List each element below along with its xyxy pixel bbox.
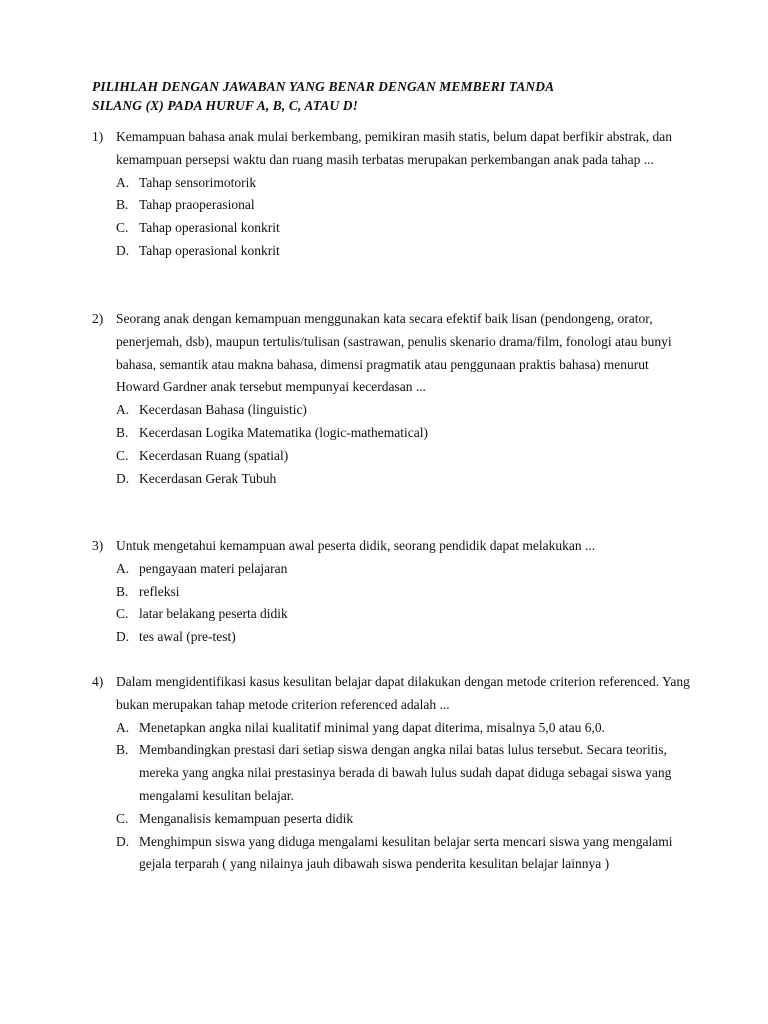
question-stem	[92, 671, 692, 717]
option-c[interactable]	[92, 808, 692, 831]
question-2	[92, 308, 692, 490]
option-d[interactable]	[92, 468, 692, 491]
option-list	[92, 558, 692, 649]
option-b[interactable]	[92, 194, 692, 217]
option-text: Menganalisis kemampuan peserta didik	[139, 810, 354, 826]
option-text: Tahap praoperasional	[139, 197, 255, 213]
question-text: Seorang anak dengan kemampuan menggunakan kata secara efektif baik lisan (pendongeng, orator, penerjemah, dsb), maupun tertulis/tulisan (sastrawan, penulis skenario drama/film, fonologi atau bunyi bahasa, semantik atau makna bahasa, dimensi pragmatik atau penggunaan praktis bahasa) menurut Howard Gardner anak tersebut mempunyai kecerdasan ...	[116, 311, 672, 395]
question-4	[92, 671, 692, 876]
question-1	[92, 126, 692, 263]
option-text: Menghimpun siswa yang diduga mengalami kesulitan belajar serta mencari siswa yang mengalami gejala terparah ( yang nilainya jauh dibawah siswa penderita kesulitan belajar lainnya )	[139, 833, 673, 872]
option-letter: D.	[116, 833, 130, 849]
option-text: Tahap operasional konkrit	[139, 242, 280, 258]
option-letter: A.	[116, 719, 130, 735]
option-letter: A.	[116, 174, 130, 190]
option-letter: C.	[116, 606, 129, 622]
option-a[interactable]	[92, 558, 692, 581]
option-a[interactable]	[92, 172, 692, 195]
option-letter: B.	[116, 742, 129, 758]
question-text: Kemampuan bahasa anak mulai berkembang, pemikiran masih statis, belum dapat berfikir abstrak, dan kemampuan persepsi waktu dan ruang masih terbatas merupakan perkembangan anak pada tahap ...	[116, 129, 672, 167]
option-d[interactable]	[92, 240, 692, 263]
option-c[interactable]	[92, 603, 692, 626]
question-3	[92, 535, 692, 649]
question-number: 3)	[92, 538, 104, 553]
option-letter: B.	[116, 424, 129, 440]
instructions-line-1: PILIHLAH DENGAN JAWABAN YANG BENAR DENGAN MEMBERI TANDA	[92, 79, 555, 94]
option-letter: A.	[116, 402, 130, 418]
option-d[interactable]	[92, 626, 692, 649]
option-list	[92, 399, 692, 490]
question-text: Dalam mengidentifikasi kasus kesulitan belajar dapat dilakukan dengan metode criterion referenced. Yang bukan merupakan tahap metode criterion referenced adalah ...	[116, 674, 690, 712]
option-letter: B.	[116, 197, 129, 213]
question-number: 1)	[92, 129, 104, 144]
option-text: Tahap operasional konkrit	[139, 220, 280, 236]
option-letter: D.	[116, 242, 130, 258]
option-text: Kecerdasan Gerak Tubuh	[139, 470, 277, 486]
option-text: Kecerdasan Logika Matematika (logic-mathematical)	[139, 424, 428, 440]
option-letter: B.	[116, 583, 129, 599]
option-list	[92, 172, 692, 263]
option-text: Tahap sensorimotorik	[139, 174, 257, 190]
option-text: refleksi	[139, 583, 180, 599]
instructions-line-2: SILANG (X) PADA HURUF A, B, C, ATAU D!	[92, 98, 358, 113]
option-b[interactable]	[92, 422, 692, 445]
option-letter: D.	[116, 629, 130, 645]
option-b[interactable]	[92, 739, 692, 807]
option-letter: A.	[116, 560, 130, 576]
question-text: Untuk mengetahui kemampuan awal peserta didik, seorang pendidik dapat melakukan ...	[116, 538, 596, 553]
option-letter: D.	[116, 470, 130, 486]
option-b[interactable]	[92, 581, 692, 604]
option-text: Kecerdasan Bahasa (linguistic)	[139, 402, 307, 418]
option-letter: C.	[116, 220, 129, 236]
option-a[interactable]	[92, 717, 692, 740]
option-a[interactable]	[92, 399, 692, 422]
question-number: 2)	[92, 311, 104, 326]
option-text: pengayaan materi pelajaran	[139, 560, 288, 576]
option-c[interactable]	[92, 445, 692, 468]
option-letter: C.	[116, 447, 129, 463]
question-stem	[92, 126, 692, 172]
instructions-heading	[92, 77, 692, 115]
option-list	[92, 717, 692, 877]
option-text: Menetapkan angka nilai kualitatif minimal yang dapat diterima, misalnya 5,0 atau 6,0.	[139, 719, 605, 735]
option-text: Kecerdasan Ruang (spatial)	[139, 447, 289, 463]
option-text: tes awal (pre-test)	[139, 629, 236, 645]
option-letter: C.	[116, 810, 129, 826]
option-c[interactable]	[92, 217, 692, 240]
option-text: latar belakang peserta didik	[139, 606, 288, 622]
question-stem	[92, 535, 692, 558]
question-number: 4)	[92, 674, 104, 689]
question-stem	[92, 308, 692, 399]
option-text: Membandingkan prestasi dari setiap siswa dengan angka nilai batas lulus tersebut. Secara teoritis, mereka yang angka nilai prestasinya berada di bawah lulus sudah dapat diduga sebagai siswa yang mengalami kesulitan belajar.	[139, 742, 672, 803]
option-d[interactable]	[92, 831, 692, 877]
